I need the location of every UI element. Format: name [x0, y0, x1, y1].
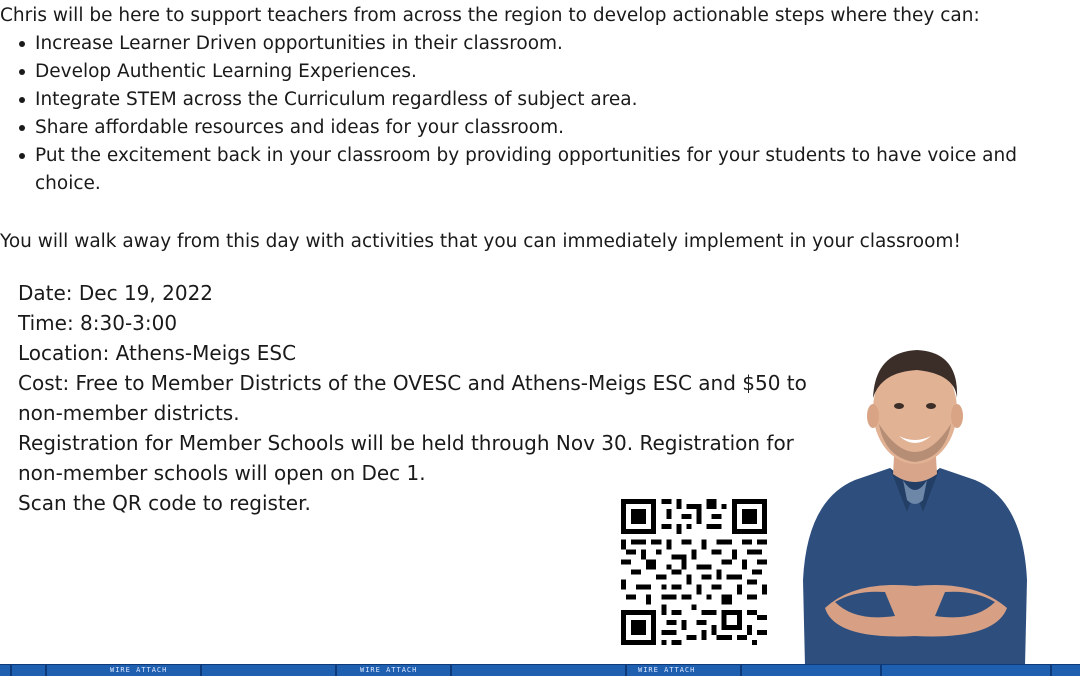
qr-code-icon[interactable]	[621, 499, 767, 645]
event-details	[18, 278, 808, 518]
presenter-photo	[795, 340, 1035, 666]
event-registration: Registration for Member Schools will be held through Nov 30. Registration for non-member schools will open on Dec 1.	[18, 431, 794, 485]
band-label: WIRE ATTACH	[360, 666, 418, 674]
intro-text: Chris will be here to support teachers from across the region to develop actionable steps where they can:	[0, 5, 980, 26]
band-label: WIRE ATTACH	[110, 666, 168, 674]
band-label: WIRE ATTACH	[638, 666, 696, 674]
closing-text: You will walk away from this day with activities that you can immediately implement in your classroom!	[0, 231, 961, 252]
list-item: Integrate STEM across the Curriculum regardless of subject area.	[35, 86, 1080, 114]
list-item: Put the excitement back in your classroom by providing opportunities for your students to have voice and choice.	[35, 142, 1080, 198]
goals-list	[0, 30, 1080, 198]
scan-instruction: Scan the QR code to register.	[18, 491, 311, 515]
event-time: Time: 8:30-3:00	[18, 311, 178, 335]
event-location: Location: Athens-Meigs ESC	[18, 341, 297, 365]
list-item: Share affordable resources and ideas for your classroom.	[35, 114, 1080, 142]
bottom-band	[0, 664, 1080, 676]
event-date: Date: Dec 19, 2022	[18, 281, 214, 305]
list-item: Increase Learner Driven opportunities in their classroom.	[35, 30, 1080, 58]
list-item: Develop Authentic Learning Experiences.	[35, 58, 1080, 86]
event-cost: Cost: Free to Member Districts of the OVESC and Athens-Meigs ESC and $50 to non-member districts.	[18, 371, 807, 425]
